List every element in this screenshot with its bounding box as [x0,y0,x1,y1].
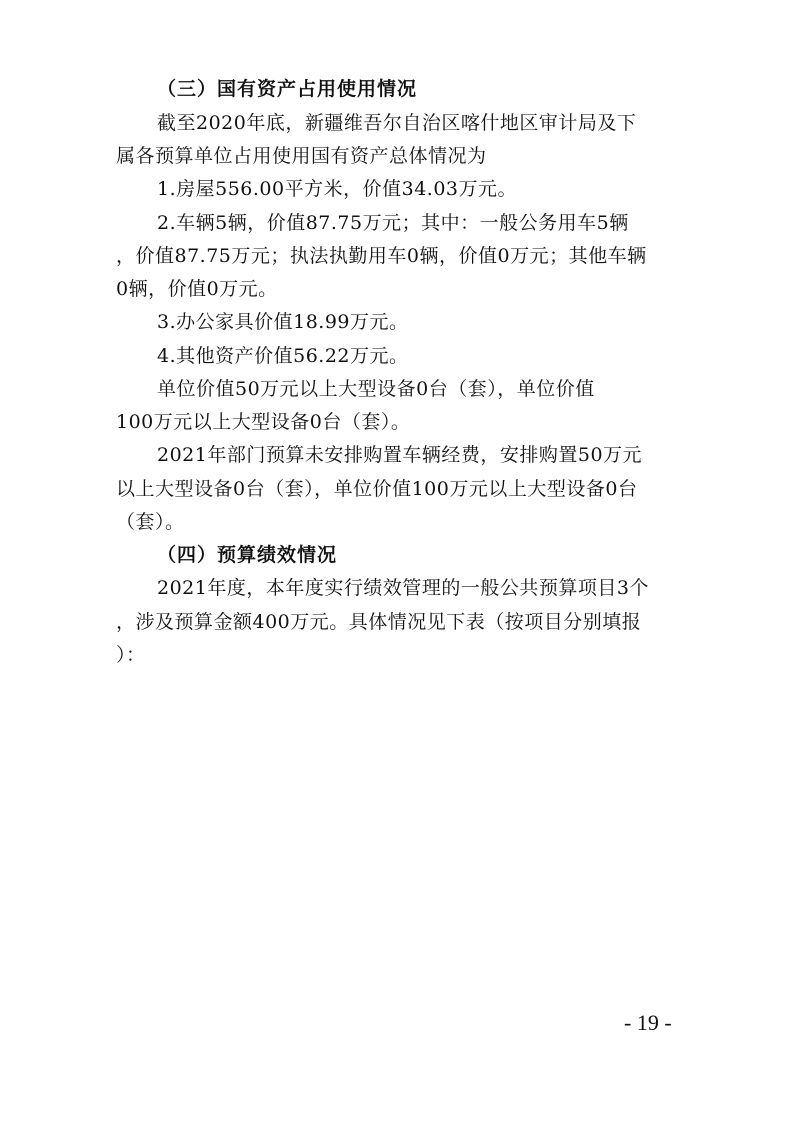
list-item-housing: 1.房屋556.00平方米，价值34.03万元。 [157,178,518,200]
page-number: - 19 - [624,1010,672,1035]
paragraph-line: 以上大型设备0台（套），单位价值100万元以上大型设备0台 [116,478,638,500]
paragraph-line: 100万元以上大型设备0台（套）。 [116,411,411,433]
list-item-other-assets: 4.其他资产价值56.22万元。 [157,345,409,367]
paragraph-line: 0辆，价值0万元。 [116,278,278,300]
paragraph-line: 截至2020年底，新疆维吾尔自治区喀什地区审计局及下 [157,112,637,134]
paragraph-line: ）： [116,644,146,666]
section-heading-state-assets: （三）国有资产占用使用情况 [157,78,418,100]
list-item-furniture: 3.办公家具价值18.99万元。 [157,311,409,333]
paragraph-line: 属各预算单位占用使用国有资产总体情况为 [116,145,487,167]
paragraph-line: （套）。 [116,511,185,533]
section-heading-performance: （四）预算绩效情况 [157,544,338,566]
paragraph-line: ，涉及预算金额400万元。具体情况见下表（按项目分别填报 [116,611,642,633]
paragraph-line: 单位价值50万元以上大型设备0台（套），单位价值 [157,378,595,400]
paragraph-line: 2021年部门预算未安排购置车辆经费，安排购置50万元 [157,444,643,466]
list-item-vehicles: 2.车辆5辆，价值87.75万元；其中：一般公务用车5辆 [157,212,629,234]
paragraph-line: 2021年度，本年度实行绩效管理的一般公共预算项目3个 [157,577,649,599]
paragraph-line: ，价值87.75万元；执法执勤用车0辆，价值0万元；其他车辆 [116,245,647,267]
